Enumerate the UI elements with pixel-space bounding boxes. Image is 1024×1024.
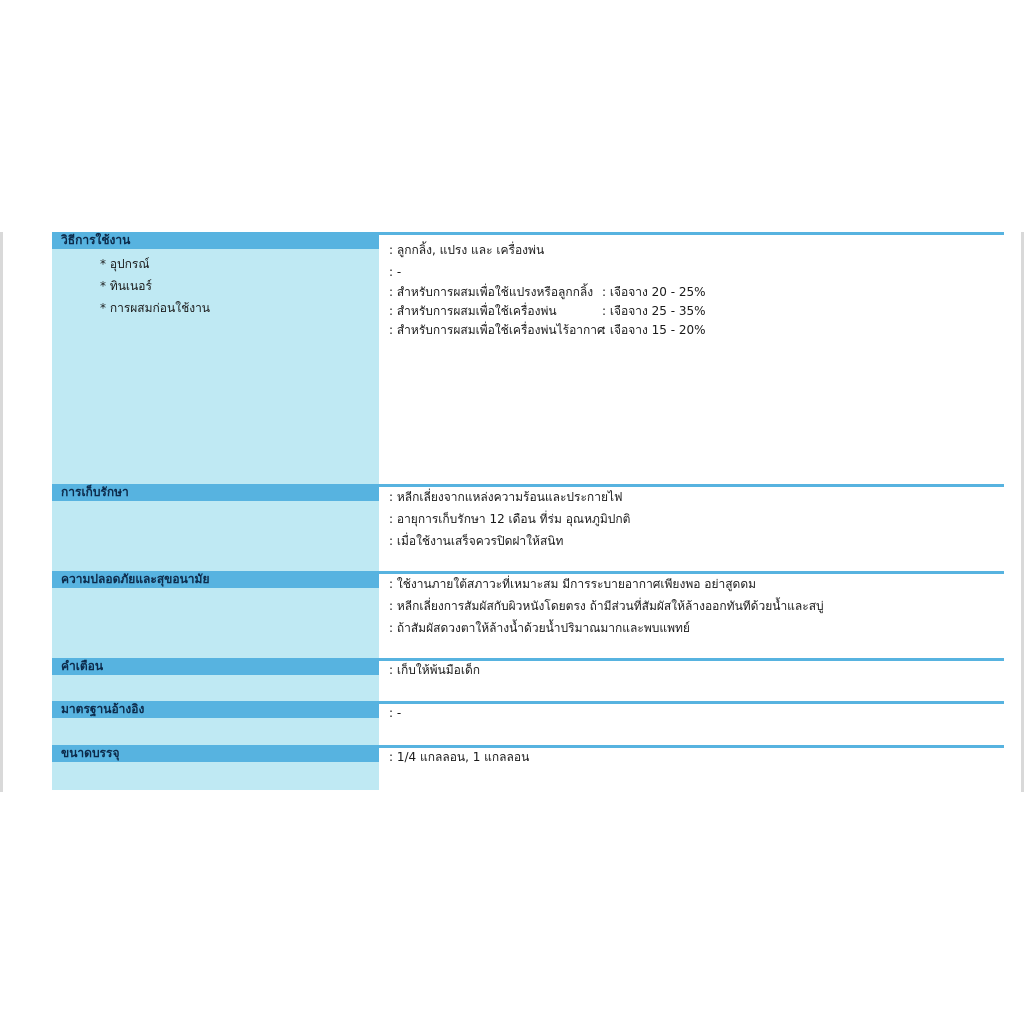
mix-label: : สำหรับการผสมเพื่อใช้เครื่องพ่น (389, 304, 557, 318)
warning-text: : เก็บให้พ้นมือเด็ก (389, 663, 481, 677)
section-safety (52, 571, 1004, 658)
page-left-edge (0, 232, 3, 792)
warning-left-column (52, 658, 379, 701)
storage-right-column (379, 484, 1004, 571)
section-warning (52, 658, 1004, 701)
section-packaging (52, 745, 1004, 790)
packaging-values (379, 745, 1004, 768)
usage-left-column (52, 232, 379, 484)
mix-ratio: : เจือจาง 25 - 35% (602, 304, 706, 318)
storage-line: : หลีกเลี่ยงจากแหล่งความร้อนและประกายไฟ (389, 490, 623, 504)
usage-header: วิธีการใช้งาน (52, 232, 379, 249)
section-standard (52, 701, 1004, 745)
mix-row (389, 321, 1004, 340)
usage-right-column (379, 232, 1004, 484)
usage-thinner-value: : - (389, 265, 402, 279)
safety-line: : ใช้งานภายใต้สภาวะที่เหมาะสม มีการระบายอากาศเพียงพอ อย่าสูดดม (389, 577, 757, 591)
usage-item-thinner: * ทินเนอร์ (100, 279, 152, 293)
usage-item-equipment: * อุปกรณ์ (100, 257, 150, 271)
standard-header: มาตรฐานอ้างอิง (52, 701, 379, 718)
warning-divider (379, 658, 1004, 661)
mix-row (389, 283, 1004, 302)
safety-right-column (379, 571, 1004, 658)
storage-values (379, 484, 1004, 552)
mix-ratio: : เจือจาง 20 - 25% (602, 285, 706, 299)
mix-row (389, 302, 1004, 321)
packaging-text: : 1/4 แกลลอน, 1 แกลลอน (389, 750, 530, 764)
storage-line: : เมื่อใช้งานเสร็จควรปิดฝาให้สนิท (389, 534, 564, 548)
usage-values (379, 232, 1004, 340)
safety-header: ความปลอดภัยและสุขอนามัย (52, 571, 379, 588)
mix-ratio: : เจือจาง 15 - 20% (602, 323, 706, 337)
standard-text: : - (389, 706, 402, 720)
warning-values (379, 658, 1004, 681)
standard-right-column (379, 701, 1004, 745)
usage-subitems (52, 249, 379, 319)
packaging-divider (379, 745, 1004, 748)
storage-header: การเก็บรักษา (52, 484, 379, 501)
safety-line: : หลีกเลี่ยงการสัมผัสกับผิวหนังโดยตรง ถ้ามีส่วนที่สัมผัสให้ล้างออกทันทีด้วยน้ำและสบู่ (389, 599, 824, 613)
storage-divider (379, 484, 1004, 487)
mix-label: : สำหรับการผสมเพื่อใช้เครื่องพ่นไร้อากาศ (389, 323, 605, 337)
warning-right-column (379, 658, 1004, 701)
safety-divider (379, 571, 1004, 574)
usage-divider (379, 232, 1004, 235)
section-storage (52, 484, 1004, 571)
usage-item-mixing: * การผสมก่อนใช้งาน (100, 301, 211, 315)
standard-left-column (52, 701, 379, 745)
storage-left-column (52, 484, 379, 571)
packaging-left-column (52, 745, 379, 790)
safety-values (379, 571, 1004, 639)
safety-left-column (52, 571, 379, 658)
packaging-header: ขนาดบรรจุ (52, 745, 379, 762)
product-spec-table (52, 232, 1004, 790)
section-usage (52, 232, 1004, 484)
storage-line: : อายุการเก็บรักษา 12 เดือน ที่ร่ม อุณหภูมิปกติ (389, 512, 631, 526)
standard-values (379, 701, 1004, 724)
mix-label: : สำหรับการผสมเพื่อใช้แปรงหรือลูกกลิ้ง (389, 285, 594, 299)
standard-divider (379, 701, 1004, 704)
packaging-right-column (379, 745, 1004, 790)
warning-header: คำเตือน (52, 658, 379, 675)
usage-equipment-value: : ลูกกลิ้ง, แปรง และ เครื่องพ่น (389, 243, 545, 257)
safety-line: : ถ้าสัมผัสดวงตาให้ล้างน้ำด้วยน้ำปริมาณมากและพบแพทย์ (389, 621, 690, 635)
